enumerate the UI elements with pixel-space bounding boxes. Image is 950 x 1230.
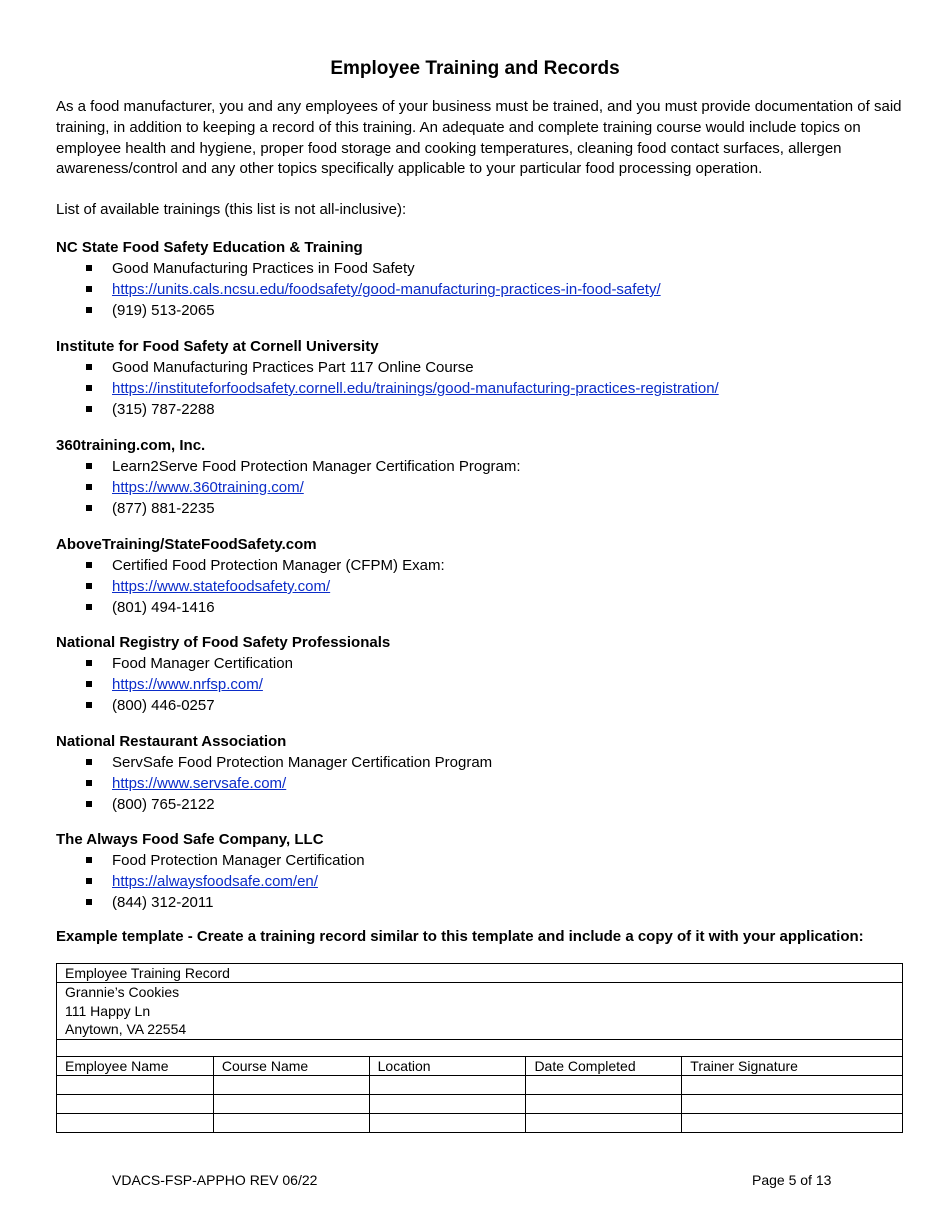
provider-phone: (800) 765-2122	[112, 796, 215, 813]
column-header: Trainer Signature	[682, 1056, 903, 1075]
training-provider	[56, 632, 904, 716]
table-cell[interactable]	[213, 1094, 369, 1113]
provider-link[interactable]: https://alwaysfoodsafe.com/en/	[112, 873, 318, 890]
table-row	[57, 1113, 903, 1132]
bullet-square-icon	[86, 780, 92, 786]
column-header: Employee Name	[57, 1056, 214, 1075]
training-provider	[56, 731, 904, 815]
table-cell[interactable]	[526, 1094, 682, 1113]
table-cell[interactable]	[57, 1075, 214, 1094]
template-instructions: Example template - Create a training record similar to this template and include a copy of it with your application:	[56, 928, 864, 945]
business-address	[57, 983, 903, 1040]
provider-name: NC State Food Safety Education & Training	[56, 239, 363, 256]
url-item	[56, 378, 904, 399]
footer-page-number: Page 5 of 13	[752, 1172, 832, 1188]
phone-item	[56, 892, 904, 913]
phone-item	[56, 794, 904, 815]
table-cell[interactable]	[213, 1075, 369, 1094]
column-header: Location	[369, 1056, 526, 1075]
table-header-row	[57, 1056, 903, 1075]
url-item	[56, 773, 904, 794]
phone-item	[56, 399, 904, 420]
table-row	[57, 1075, 903, 1094]
url-item	[56, 477, 904, 498]
course-name: Certified Food Protection Manager (CFPM) Exam:	[112, 557, 445, 574]
course-item	[56, 752, 904, 773]
provider-link[interactable]: https://www.servsafe.com/	[112, 775, 287, 792]
table-cell[interactable]	[682, 1094, 903, 1113]
provider-name: The Always Food Safe Company, LLC	[56, 831, 324, 848]
training-provider	[56, 435, 904, 519]
provider-link[interactable]: https://www.nrfsp.com/	[112, 676, 263, 693]
bullet-square-icon	[86, 583, 92, 589]
provider-name: National Registry of Food Safety Professionals	[56, 634, 391, 651]
footer-form-id: VDACS-FSP-APPHO REV 06/22	[112, 1172, 318, 1188]
table-cell[interactable]	[682, 1113, 903, 1132]
column-header: Date Completed	[526, 1056, 682, 1075]
training-provider	[56, 237, 904, 321]
bullet-square-icon	[86, 878, 92, 884]
record-title: Employee Training Record	[57, 964, 903, 983]
course-name: Learn2Serve Food Protection Manager Certification Program:	[112, 458, 521, 475]
bullet-square-icon	[86, 759, 92, 765]
table-cell[interactable]	[526, 1113, 682, 1132]
bullet-square-icon	[86, 681, 92, 687]
training-record-table	[56, 963, 903, 1133]
provider-phone: (877) 881-2235	[112, 500, 215, 517]
url-item	[56, 871, 904, 892]
phone-item	[56, 695, 904, 716]
course-name: ServSafe Food Protection Manager Certification Program	[112, 754, 493, 771]
bullet-square-icon	[86, 385, 92, 391]
url-item	[56, 279, 904, 300]
table-cell[interactable]	[526, 1075, 682, 1094]
table-title-row	[57, 964, 903, 983]
provider-phone: (801) 494-1416	[112, 599, 215, 616]
course-name: Good Manufacturing Practices in Food Safety	[112, 260, 415, 277]
bullet-square-icon	[86, 562, 92, 568]
course-item	[56, 555, 904, 576]
course-item	[56, 456, 904, 477]
phone-item	[56, 498, 904, 519]
business-street: 111 Happy Ln	[65, 1002, 151, 1019]
provider-link[interactable]: https://instituteforfoodsafety.cornell.edu/trainings/good-manufacturing-practices-registration/	[112, 380, 719, 397]
table-row	[57, 1094, 903, 1113]
bullet-square-icon	[86, 307, 92, 313]
intro-paragraph: As a food manufacturer, you and any employees of your business must be trained, and you must provide documentation of said training, in addition to keeping a record of this training. An adequate and complete training course would include topics on employee health and hygiene, proper food storage and cooking temperatures, cleaning food contact surfaces, allergen awareness/control and any other topics specifically applicable to your particular food processing operation.	[56, 98, 902, 178]
table-cell[interactable]	[213, 1113, 369, 1132]
table-address-row	[57, 983, 903, 1040]
provider-phone: (844) 312-2011	[112, 894, 214, 911]
bullet-square-icon	[86, 406, 92, 412]
business-name: Grannie’s Cookies	[65, 984, 180, 1000]
trainings-list-intro: List of available trainings (this list is not all-inclusive):	[56, 201, 407, 218]
bullet-square-icon	[86, 286, 92, 292]
bullet-square-icon	[86, 505, 92, 511]
page-title: Employee Training and Records	[330, 58, 620, 79]
training-provider	[56, 534, 904, 618]
bullet-square-icon	[86, 857, 92, 863]
bullet-square-icon	[86, 484, 92, 490]
course-name: Food Manager Certification	[112, 655, 293, 672]
column-header: Course Name	[213, 1056, 369, 1075]
bullet-square-icon	[86, 702, 92, 708]
bullet-square-icon	[86, 899, 92, 905]
provider-name: National Restaurant Association	[56, 733, 287, 750]
table-cell[interactable]	[57, 1094, 214, 1113]
phone-item	[56, 597, 904, 618]
provider-name: AboveTraining/StateFoodSafety.com	[56, 536, 317, 553]
course-name: Food Protection Manager Certification	[112, 852, 365, 869]
course-item	[56, 653, 904, 674]
provider-name: Institute for Food Safety at Cornell University	[56, 338, 379, 355]
course-item	[56, 357, 904, 378]
table-cell[interactable]	[369, 1094, 526, 1113]
url-item	[56, 674, 904, 695]
business-city: Anytown, VA 22554	[65, 1021, 187, 1037]
spacer-cell	[57, 1039, 903, 1056]
course-item	[56, 850, 904, 871]
provider-link[interactable]: https://units.cals.ncsu.edu/foodsafety/good-manufacturing-practices-in-food-safety/	[112, 281, 661, 298]
table-cell[interactable]	[682, 1075, 903, 1094]
training-provider	[56, 336, 904, 420]
bullet-square-icon	[86, 364, 92, 370]
bullet-square-icon	[86, 604, 92, 610]
table-cell[interactable]	[57, 1113, 214, 1132]
table-cell[interactable]	[369, 1075, 526, 1094]
bullet-square-icon	[86, 801, 92, 807]
bullet-square-icon	[86, 265, 92, 271]
provider-link[interactable]: https://www.360training.com/	[112, 479, 304, 496]
provider-phone: (919) 513-2065	[112, 302, 215, 319]
bullet-square-icon	[86, 463, 92, 469]
bullet-square-icon	[86, 660, 92, 666]
provider-phone: (800) 446-0257	[112, 697, 215, 714]
course-item	[56, 258, 904, 279]
course-name: Good Manufacturing Practices Part 117 Online Course	[112, 359, 474, 376]
table-cell[interactable]	[369, 1113, 526, 1132]
phone-item	[56, 300, 904, 321]
provider-name: 360training.com, Inc.	[56, 437, 206, 454]
training-provider	[56, 829, 904, 913]
provider-link[interactable]: https://www.statefoodsafety.com/	[112, 578, 331, 595]
provider-phone: (315) 787-2288	[112, 401, 215, 418]
url-item	[56, 576, 904, 597]
table-spacer-row	[57, 1039, 903, 1056]
